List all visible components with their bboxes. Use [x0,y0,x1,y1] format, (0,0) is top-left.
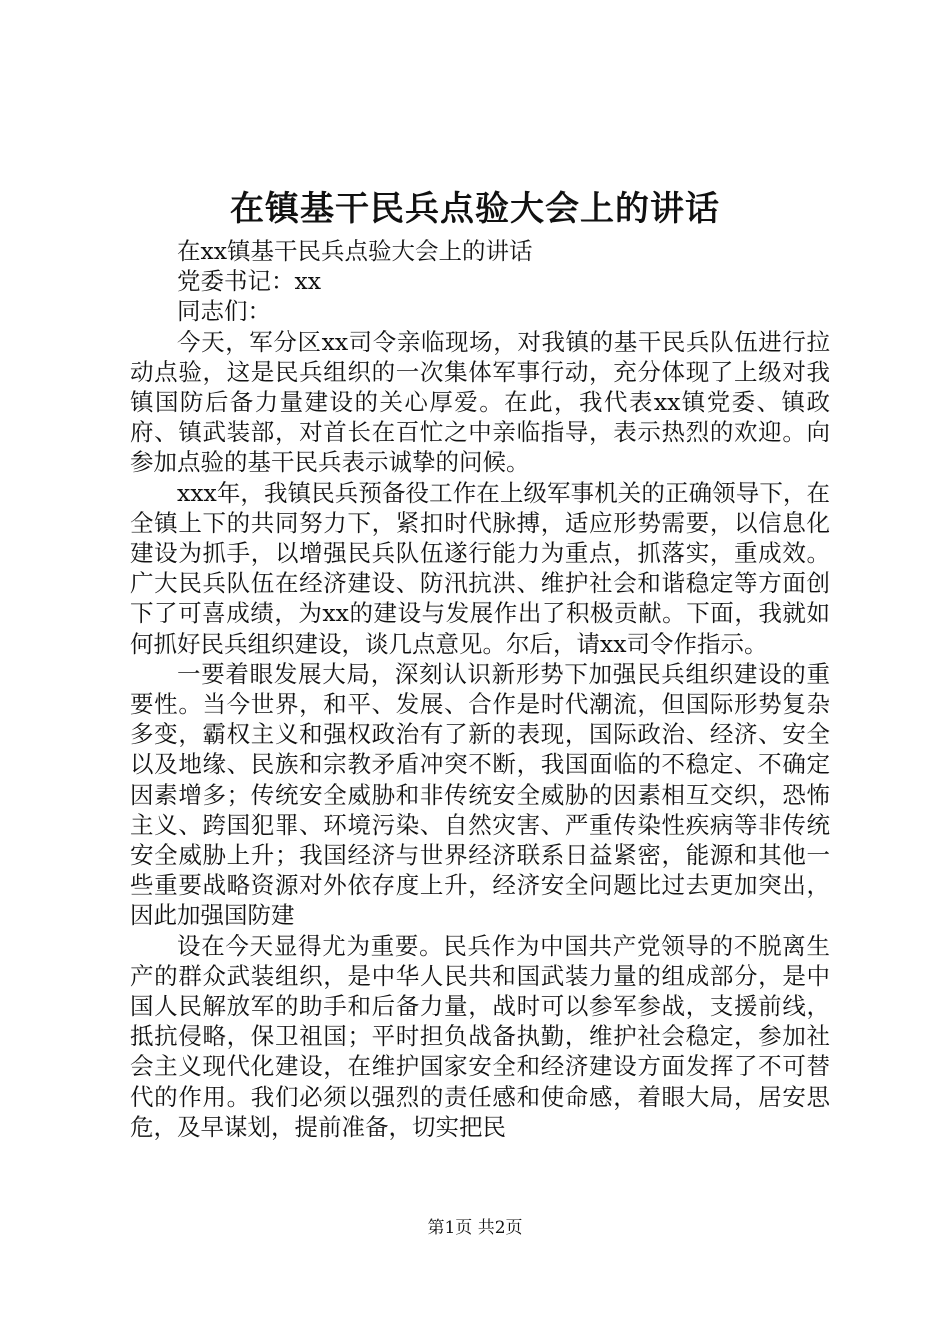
page-number-footer: 第1页 共2页 [427,1218,523,1238]
document-body [130,236,830,1142]
document-title: 在镇基干民兵点验大会上的讲话 [230,189,720,229]
subtitle-line: 在xx镇基干民兵点验大会上的讲话 [177,237,533,265]
author-line: 党委书记：xx [177,267,322,296]
paragraph: 今天，军分区xx司令亲临现场，对我镇的基干民兵队伍进行拉动点验，这是民兵组织的一次集体军事行动，充分体现了上级对我镇国防后备力量建设的关心厚爱。在此，我代表xx镇党委、镇政府、镇武装部，对首长在百忙之中亲临指导，表示热烈的欢迎。向参加点验的基干民兵表示诚挚的问候。 [130,327,830,477]
paragraph: 设在今天显得尤为重要。民兵作为中国共产党领导的不脱离生产的群众武装组织，是中华人民共和国武装力量的组成部分，是中国人民解放军的助手和后备力量，战时可以参军参战，支援前线，抵抗侵略，保卫祖国；平时担负战备执勤，维护社会稳定，参加社会主义现代化建设，在维护国家安全和经济建设方面发挥了不可替代的作用。我们必须以强烈的责任感和使命感，着眼大局，居安思危，及早谋划，提前准备，切实把民 [130,931,830,1141]
salutation-line: 同志们： [177,297,271,326]
paragraph: 一要着眼发展大局，深刻认识新形势下加强民兵组织建设的重要性。当今世界，和平、发展、合作是时代潮流，但国际形势复杂多变，霸权主义和强权政治有了新的表现，国际政治、经济、安全以及地缘、民族和宗教矛盾冲突不断，我国面临的不稳定、不确定因素增多；传统安全威胁和非传统安全威胁的因素相互交织，恐怖主义、跨国犯罪、环境污染、自然灾害、严重传染性疾病等非传统安全威胁上升；我国经济与世界经济联系日益紧密，能源和其他一些重要战略资源对外依存度上升，经济安全问题比过去更加突出，因此加强国防建 [130,659,830,930]
paragraph: xxx年，我镇民兵预备役工作在上级军事机关的正确领导下，在全镇上下的共同努力下，紧扣时代脉搏，适应形势需要，以信息化建设为抓手，以增强民兵队伍遂行能力为重点，抓落实，重成效。广大民兵队伍在经济建设、防汛抗洪、维护社会和谐稳定等方面创下了可喜成绩，为xx的建设与发展作出了积极贡献。下面，我就如何抓好民兵组织建设，谈几点意见。尔后，请xx司令作指示。 [130,478,830,658]
